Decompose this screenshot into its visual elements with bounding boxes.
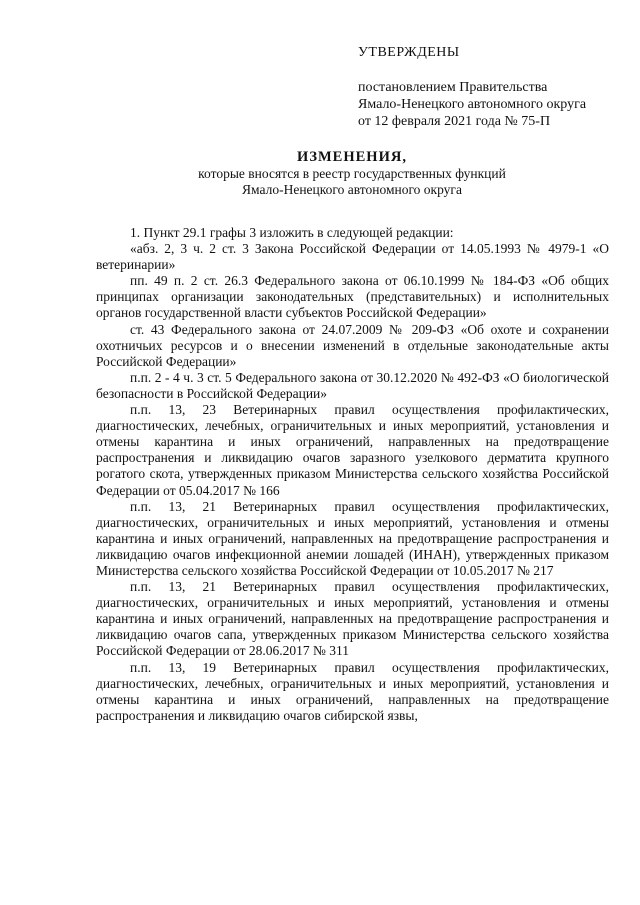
document-title: ИЗМЕНЕНИЯ, bbox=[297, 149, 407, 165]
approval-line: Ямало-Ненецкого автономного округа bbox=[358, 97, 587, 112]
document-subtitle-line: Ямало-Ненецкого автономного округа bbox=[242, 182, 462, 197]
approval-heading: УТВЕРЖДЕНЫ bbox=[358, 45, 460, 60]
paragraph: п.п. 13, 21 Ветеринарных правил осуществления профилактических, диагностических, ограничительных и иных мероприятий, установления и отмены карантина и иных ограничений, направленных на предотвращение распространения и ликвидацию очагов сапа, утвержденных приказом Министерства сельского хозяйства Российской Федерации от 28.06.2017 № 311 bbox=[96, 579, 609, 659]
document-body bbox=[96, 225, 609, 724]
paragraph: п.п. 13, 19 Ветеринарных правил осуществления профилактических, диагностических, лечебных, ограничительных и иных мероприятий, установления и отмены карантина и иных ограничений, направленных на предотвращение распространения и ликвидацию очагов сибирской язвы, bbox=[96, 659, 609, 723]
approval-stamp bbox=[358, 44, 618, 130]
paragraph: п.п. 2 - 4 ч. 3 ст. 5 Федерального закона от 30.12.2020 № 492-ФЗ «О биологической безопасности в Российской Федерации» bbox=[96, 369, 609, 401]
paragraph: п.п. 13, 21 Ветеринарных правил осуществления профилактических, диагностических, ограничительных и иных мероприятий, установления и отмены карантина и иных ограничений, направленных на предотвращение распространения и ликвидацию очагов инфекционной анемии лошадей (ИНАН), утвержденных приказом Министерства сельского хозяйства Российской Федерации от 10.05.2017 № 217 bbox=[96, 498, 609, 578]
paragraph: пп. 49 п. 2 ст. 26.3 Федерального закона от 06.10.1999 № 184-ФЗ «Об общих принципах организации законодательных (представительных) и исполнительных органов государственной власти субъектов Российской Федерации» bbox=[96, 273, 609, 321]
paragraph: п.п. 13, 23 Ветеринарных правил осуществления профилактических, диагностических, лечебных, ограничительных и иных мероприятий, установления и отмены карантина и иных ограничений, направленных на предотвращение распространения и ликвидацию очагов заразного узелкового дерматита крупного рогатого скота, утвержденных приказом Министерства сельского хозяйства Российской Федерации от 05.04.2017 № 166 bbox=[96, 402, 609, 498]
paragraph: ст. 43 Федерального закона от 24.07.2009 № 209-ФЗ «Об охоте и сохранении охотничьих ресурсов и о внесении изменений в отдельные законодательные акты Российской Федерации» bbox=[96, 321, 609, 369]
approval-line: постановлением Правительства bbox=[358, 80, 548, 95]
paragraph: 1. Пункт 29.1 графы 3 изложить в следующей редакции: bbox=[130, 225, 454, 240]
approval-line: от 12 февраля 2021 года № 75-П bbox=[358, 114, 551, 129]
document-title-block bbox=[96, 148, 608, 198]
document-subtitle-line: которые вносятся в реестр государственных функций bbox=[198, 166, 506, 181]
paragraph: «абз. 2, 3 ч. 2 ст. 3 Закона Российской Федерации от 14.05.1993 № 4979-1 «О ветеринарии» bbox=[96, 241, 609, 273]
